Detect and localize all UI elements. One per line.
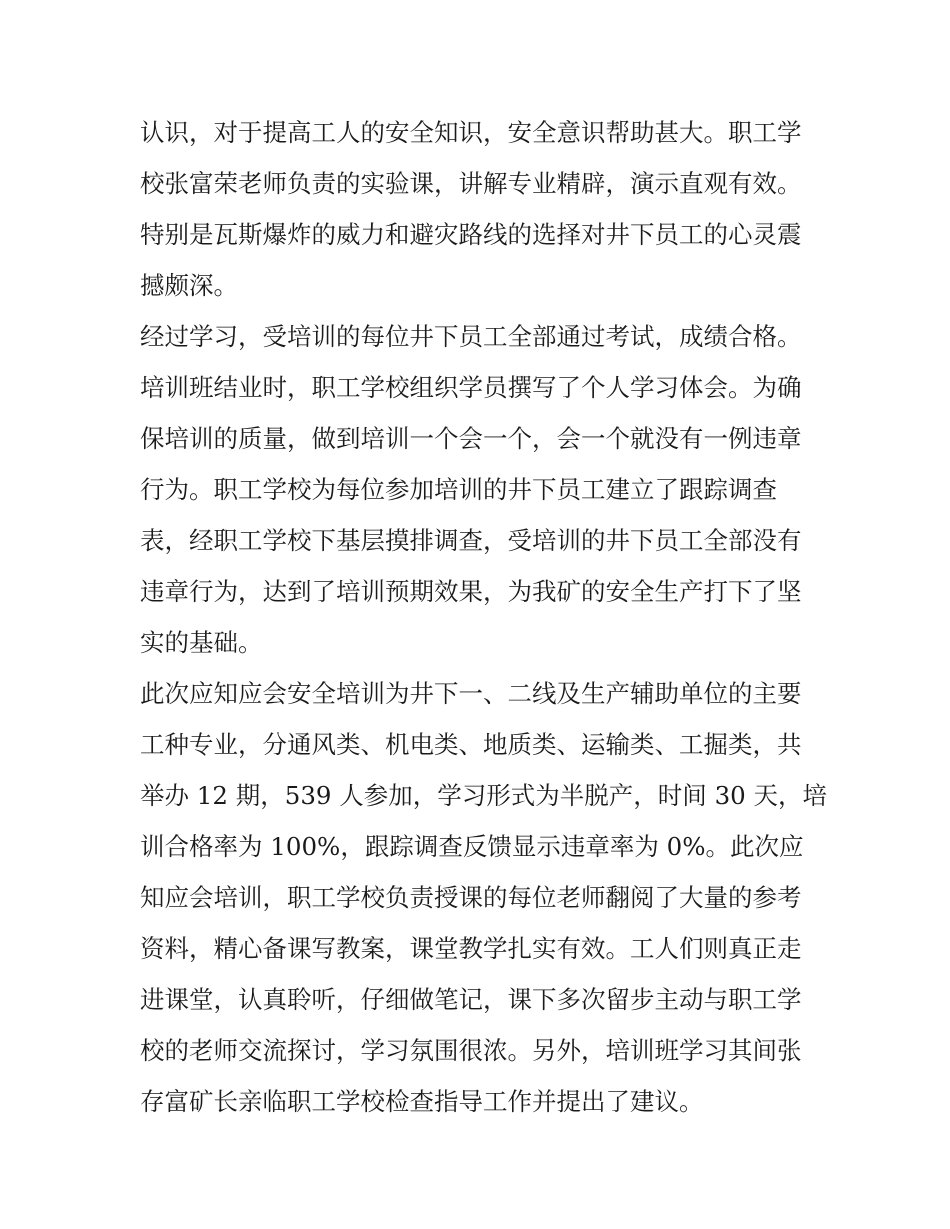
paragraph-line: 经过学习，受培训的每位井下员工全部通过考试，成绩合格。 bbox=[140, 322, 802, 351]
paragraph-3 bbox=[140, 668, 828, 1127]
paragraph-line: 实的基础。 bbox=[140, 628, 263, 657]
paragraph-line: 举办 12 期，539 人参加，学习形式为半脱产，时间 30 天，培 bbox=[140, 781, 828, 810]
paragraph-line: 校张富荣老师负责的实验课，讲解专业精辟，演示直观有效。 bbox=[140, 169, 802, 198]
paragraph-line: 存富矿长亲临职工学校检查指导工作并提出了建议。 bbox=[140, 1087, 704, 1116]
paragraph-line: 行为。职工学校为每位参加培训的井下员工建立了跟踪调查 bbox=[140, 475, 777, 504]
paragraph-1 bbox=[140, 107, 820, 311]
paragraph-line: 认识，对于提高工人的安全知识，安全意识帮助甚大。职工学 bbox=[140, 118, 802, 147]
paragraph-line: 此次应知应会安全培训为井下一、二线及生产辅助单位的主要 bbox=[140, 679, 802, 708]
paragraph-line: 进课堂，认真聆听，仔细做笔记，课下多次留步主动与职工学 bbox=[140, 985, 802, 1014]
paragraph-line: 知应会培训，职工学校负责授课的每位老师翻阅了大量的参考 bbox=[140, 883, 802, 912]
paragraph-line: 工种专业，分通风类、机电类、地质类、运输类、工掘类，共 bbox=[140, 730, 802, 759]
paragraph-line: 保培训的质量，做到培训一个会一个，会一个就没有一例违章 bbox=[140, 424, 802, 453]
paragraph-line: 违章行为，达到了培训预期效果，为我矿的安全生产打下了坚 bbox=[140, 577, 802, 606]
paragraph-line: 培训班结业时，职工学校组织学员撰写了个人学习体会。为确 bbox=[140, 373, 802, 402]
document-body bbox=[140, 107, 828, 1127]
paragraph-line: 资料，精心备课写教案，课堂教学扎实有效。工人们则真正走 bbox=[140, 934, 802, 963]
paragraph-line: 表，经职工学校下基层摸排调查，受培训的井下员工全部没有 bbox=[140, 526, 802, 555]
paragraph-line: 撼颇深。 bbox=[140, 271, 238, 300]
paragraph-2 bbox=[140, 311, 820, 668]
paragraph-line: 校的老师交流探讨，学习氛围很浓。另外，培训班学习其间张 bbox=[140, 1036, 802, 1065]
paragraph-line: 训合格率为 100%，跟踪调查反馈显示违章率为 0%。此次应 bbox=[140, 832, 804, 861]
paragraph-line: 特别是瓦斯爆炸的威力和避灾路线的选择对井下员工的心灵震 bbox=[140, 220, 802, 249]
